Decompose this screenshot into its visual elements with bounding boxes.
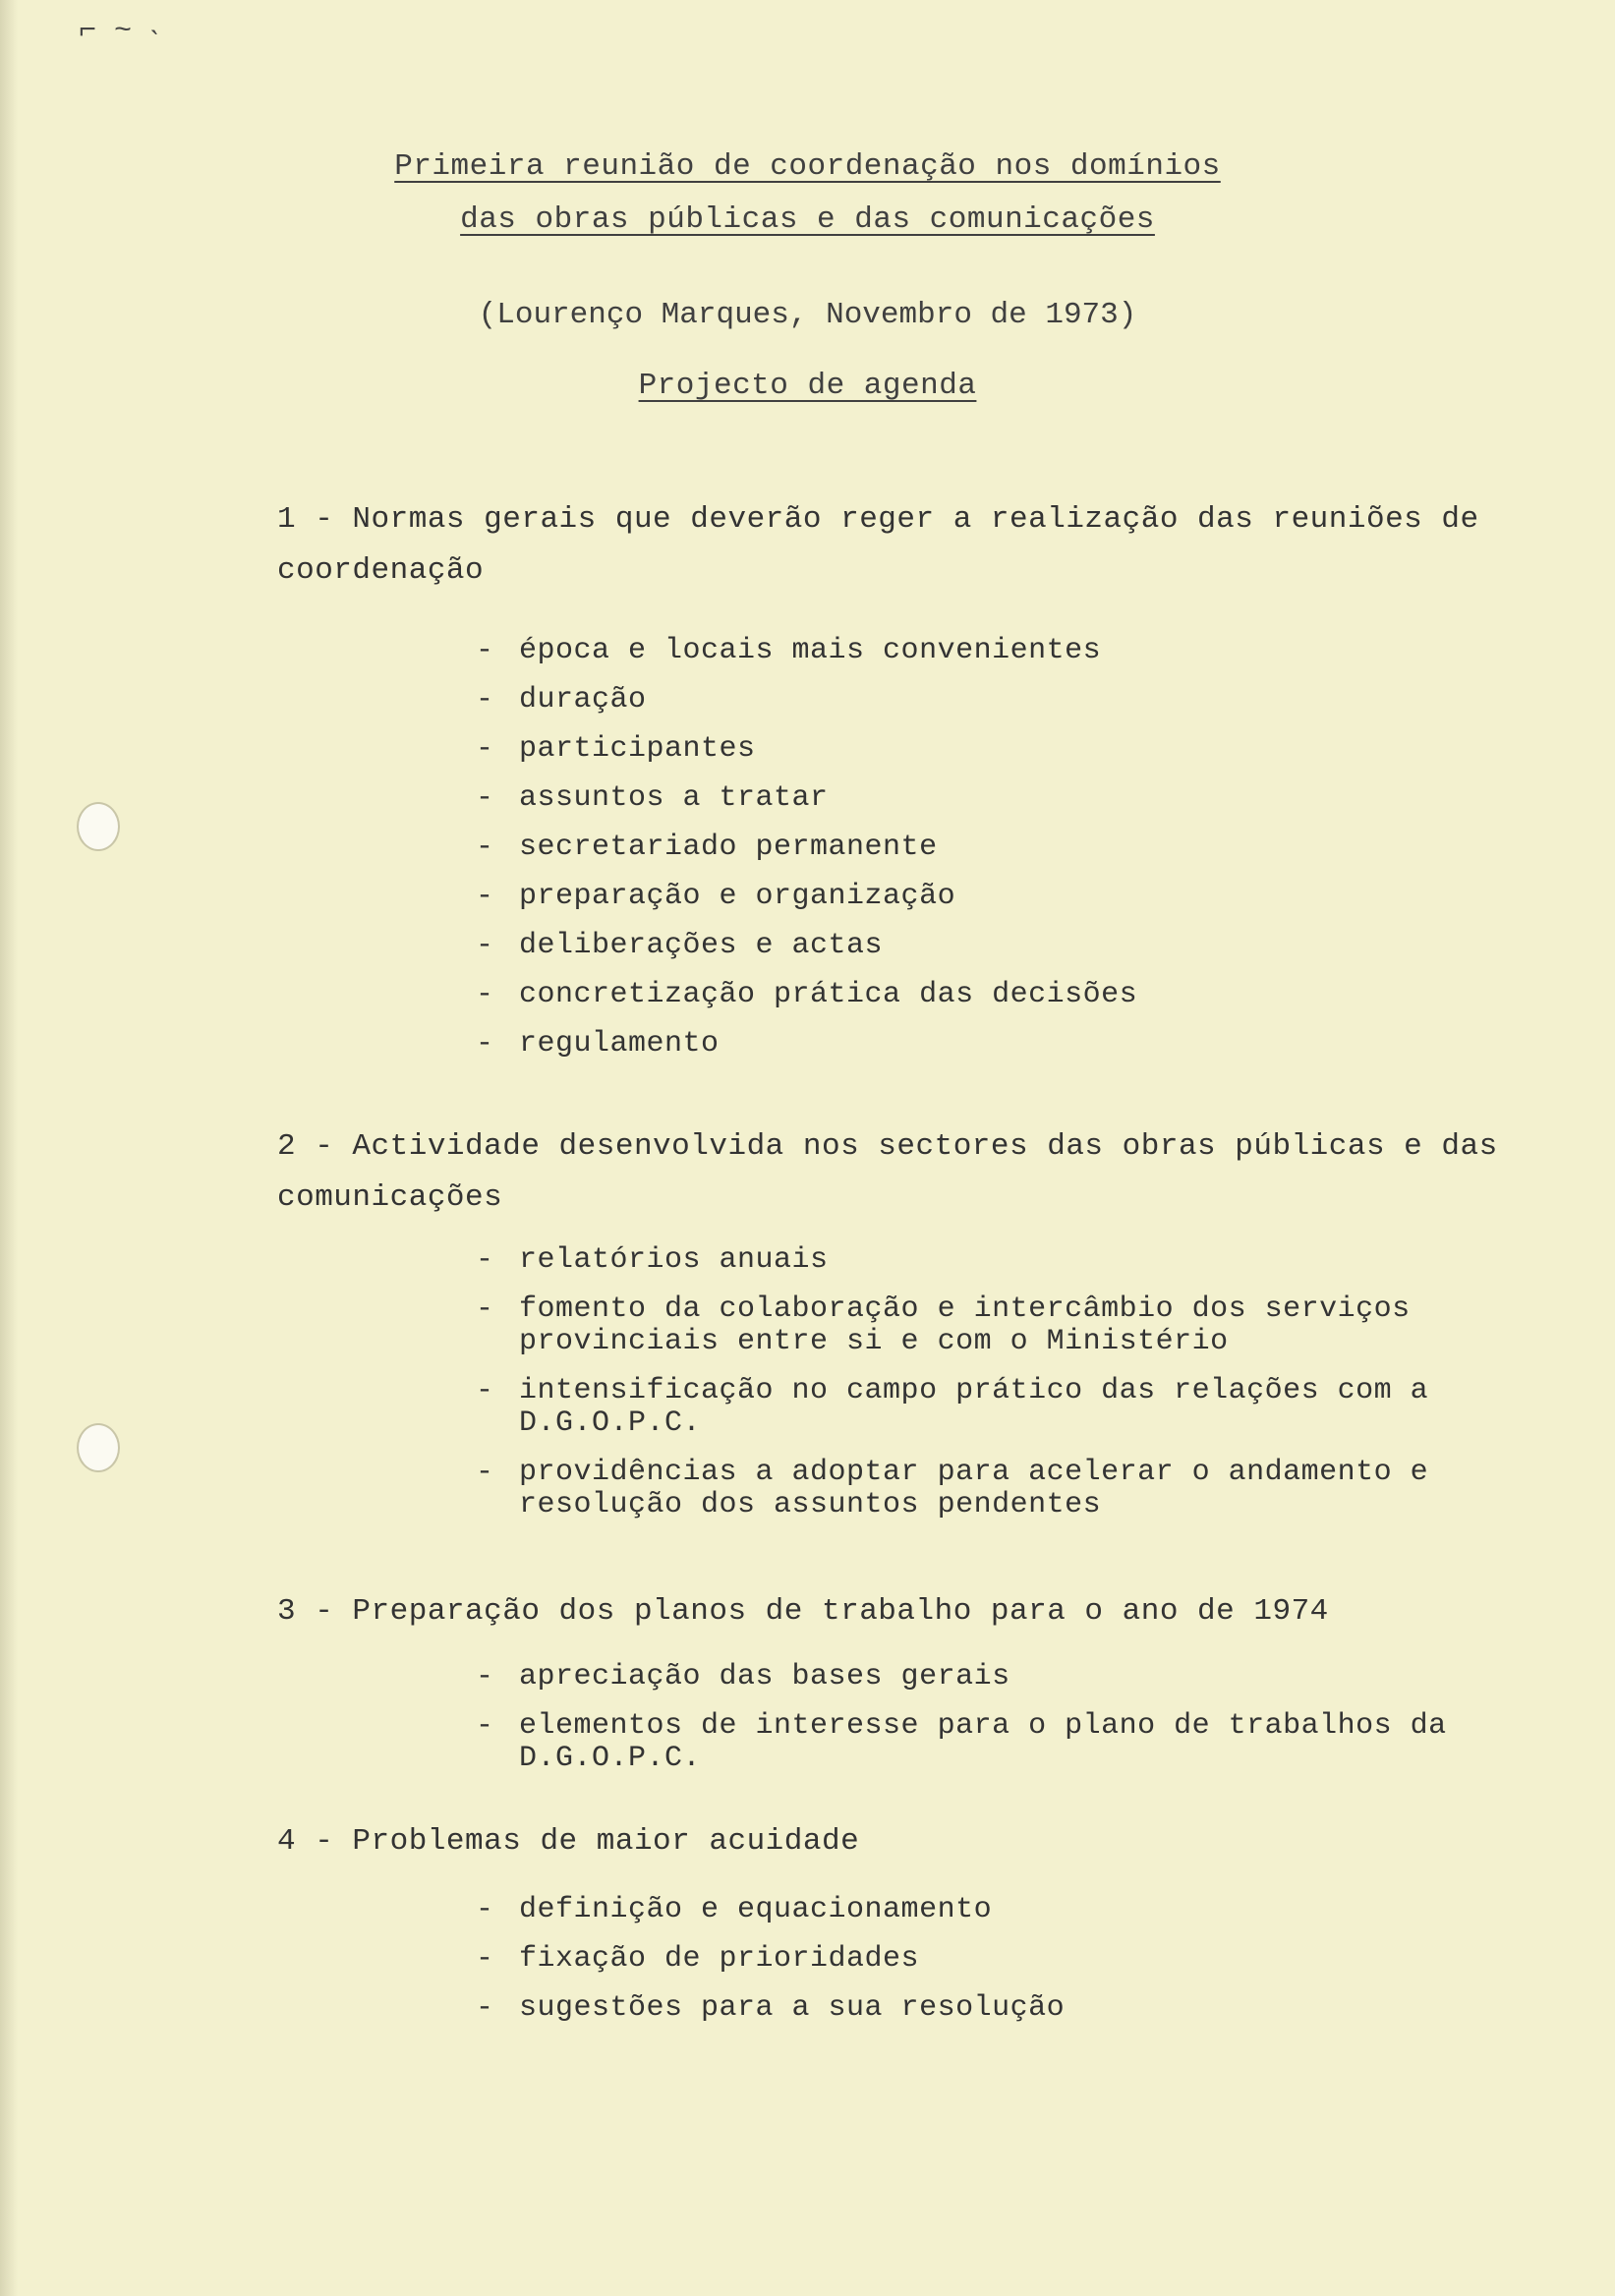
list-item: - concretização prática das decisões: [476, 978, 1138, 1011]
list-item: - elementos de interesse para o plano de trabalhos da D.G.O.P.C.: [476, 1709, 1447, 1775]
list-item: - época e locais mais convenientes: [476, 634, 1102, 667]
section-items: [476, 1894, 1595, 2025]
list-item: - duração: [476, 683, 647, 717]
list-item: - fixação de prioridades: [476, 1942, 920, 1976]
section-heading: 1 - Normas gerais que deverão reger a realização das reuniões de coordenação: [277, 502, 1479, 588]
list-item: - regulamento: [476, 1027, 720, 1061]
list-item: - definição e equacionamento: [476, 1893, 993, 1926]
agenda-heading: Projecto de agenda: [638, 369, 977, 403]
list-item: - apreciação das bases gerais: [476, 1660, 1010, 1693]
section-items: [476, 635, 1595, 1061]
title-line-1: Primeira reunião de coordenação nos domínios: [394, 149, 1221, 184]
title-line-1-wrap: [0, 149, 1615, 184]
punch-hole-icon: [77, 1423, 120, 1472]
section-items: [476, 1661, 1595, 1775]
list-item: - assuntos a tratar: [476, 781, 829, 815]
paper-edge-shadow: [0, 0, 18, 2296]
list-item: - providências a adoptar para acelerar o andamento e resolução dos assuntos pendentes: [476, 1456, 1429, 1521]
subtitle: (Lourenço Marques, Novembro de 1973): [478, 298, 1137, 332]
handwritten-marks: ⌐ ~ ˴: [79, 15, 168, 48]
list-item: - relatórios anuais: [476, 1243, 829, 1277]
list-item: - deliberações e actas: [476, 929, 884, 962]
list-item: - intensificação no campo prático das relações com a D.G.O.P.C.: [476, 1374, 1429, 1440]
list-item: - secretariado permanente: [476, 831, 938, 864]
list-item: - participantes: [476, 732, 756, 766]
list-item: - fomento da colaboração e intercâmbio dos serviços provinciais entre si e com o Ministério: [476, 1292, 1411, 1358]
list-item: - preparação e organização: [476, 880, 956, 913]
section-items: [476, 1244, 1595, 1521]
title-line-2-wrap: [0, 202, 1615, 237]
section-heading: 2 - Actividade desenvolvida nos sectores das obras públicas e das comunicações: [277, 1129, 1498, 1215]
section-heading: 4 - Problemas de maior acuidade: [277, 1824, 860, 1859]
punch-hole-icon: [77, 802, 120, 851]
agenda-heading-wrap: [0, 369, 1615, 403]
subtitle-wrap: [0, 298, 1615, 332]
title-line-2: das obras públicas e das comunicações: [460, 202, 1155, 237]
list-item: - sugestões para a sua resolução: [476, 1991, 1066, 2025]
section-heading: 3 - Preparação dos planos de trabalho para o ano de 1974: [277, 1594, 1329, 1629]
